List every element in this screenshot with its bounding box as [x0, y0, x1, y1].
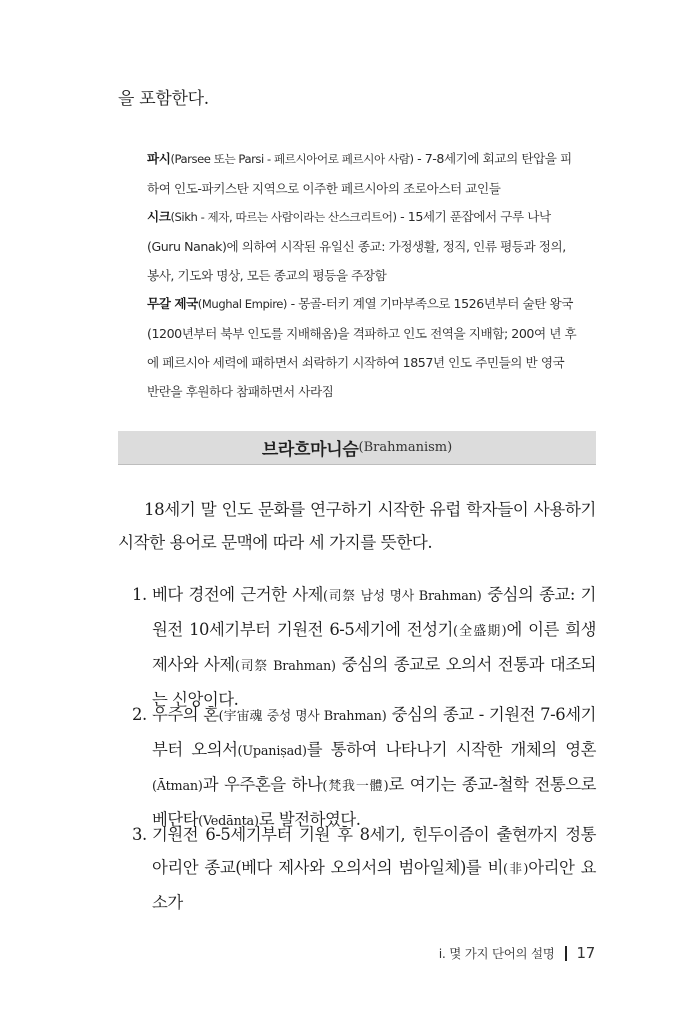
footer-separator	[565, 946, 567, 961]
item-text: 중심의 종교로 오의서 전통과 대조되는 신앙이다.	[152, 655, 596, 709]
item-annotation: (司祭 남성 명사 Brahman)	[322, 589, 482, 604]
item-text: 과 우주혼을 하나	[202, 775, 323, 794]
intro-paragraph: 18세기 말 인도 문화를 연구하기 시작한 유럽 학자들이 사용하기 시작한 용어로 문맥에 따라 세 가지를 뜻한다.	[118, 500, 596, 552]
glossary-body: - 7-8세기에 회교의 탄압을 피하여 인도-파키스탄 지역으로 이주한 페르시아의 조로아스터 교인들	[147, 151, 572, 196]
page-number: 17	[576, 944, 595, 962]
item-text: 아리안 요소가	[152, 858, 597, 912]
item-annotation: (梵我一體)	[322, 779, 389, 794]
item-annotation: (Vedānta)	[198, 814, 259, 829]
item-text: 로 발전하였다.	[258, 810, 361, 829]
footer-chapter-title: i. 몇 가지 단어의 설명	[438, 946, 555, 961]
item-annotation: (司祭 Brahman)	[234, 659, 336, 674]
item-annotation: (Upaniṣad)	[237, 744, 307, 759]
item-annotation: (Ātman)	[152, 779, 203, 794]
glossary-term: 시크	[147, 209, 171, 224]
section-title: 브라흐마니슴	[261, 440, 359, 460]
glossary-body: - 15세기 푼잡에서 구루 나낙(Guru Nanak)에 의하여 시작된 유일신 종교: 가정생활, 정직, 인류 평등과 정의, 봉사, 기도와 명상, 모든 종교의 평등을 주장함	[147, 209, 566, 283]
glossary-gloss: (Parsee 또는 Parsi - 페르시아어로 페르시아 사람)	[170, 152, 414, 166]
glossary-gloss: (Mughal Empire)	[197, 297, 288, 311]
glossary-term: 파시	[147, 151, 171, 166]
list-item-3	[122, 818, 596, 919]
item-text: 중심의 종교: 기원전 10세기부터 기원전 6-5세기에 전성기	[152, 585, 596, 639]
list-number: 3.	[132, 825, 147, 844]
list-item-1	[122, 578, 596, 716]
list-number: 2.	[132, 705, 147, 724]
glossary-entry-parsi	[147, 144, 577, 203]
glossary-entry-sikh	[147, 202, 577, 290]
item-text: 를 통하여 나타나기 시작한 개체의 영혼	[306, 740, 596, 759]
item-text: 에 이른 희생 제사와 사제	[152, 620, 596, 674]
item-text: 로 여기는 종교-철학 전통으로 베단타	[152, 775, 596, 829]
item-text: 중심의 종교 - 기원전 7-6세기부터 오의서	[152, 705, 596, 759]
item-text: 베다 경전에 근거한 사제	[152, 585, 323, 604]
glossary-entry-mughal	[147, 289, 577, 406]
lead-line: 을 포함한다.	[118, 89, 209, 109]
item-text: 우주의 혼	[152, 705, 219, 724]
item-text: 기원전 6-5세기부터 기원 후 8세기, 힌두이즘이 출현까지 정통 아리안 종교(베다 제사와 오의서의 범아일체)를 비	[152, 825, 596, 877]
item-annotation: (全盛期)	[452, 624, 507, 639]
glossary-term: 무갈 제국	[147, 296, 198, 311]
section-title-english: (Brahmanism)	[358, 440, 453, 455]
item-annotation: (宇宙魂 중성 명사 Brahman)	[218, 709, 387, 724]
page-footer	[439, 944, 595, 962]
glossary-body: - 몽골-터키 계열 기마부족으로 1526년부터 술탄 왕국(1200년부터 북부 인도를 지배해옴)을 격파하고 인도 전역을 지배함; 200여 년 후에 페르시아 세력에 패하면서 쇠락하기 시작하여 1857년 인도 주민들의 반 영국 반란을 후원하다 참패하면서 사라짐	[147, 296, 577, 399]
item-annotation: (非)	[502, 862, 529, 877]
list-item-2	[122, 698, 596, 838]
list-number: 1.	[132, 585, 147, 604]
section-heading-bar	[118, 431, 596, 465]
glossary-gloss: (Sikh - 제자, 따르는 사람이라는 산스크리트어)	[170, 210, 397, 224]
